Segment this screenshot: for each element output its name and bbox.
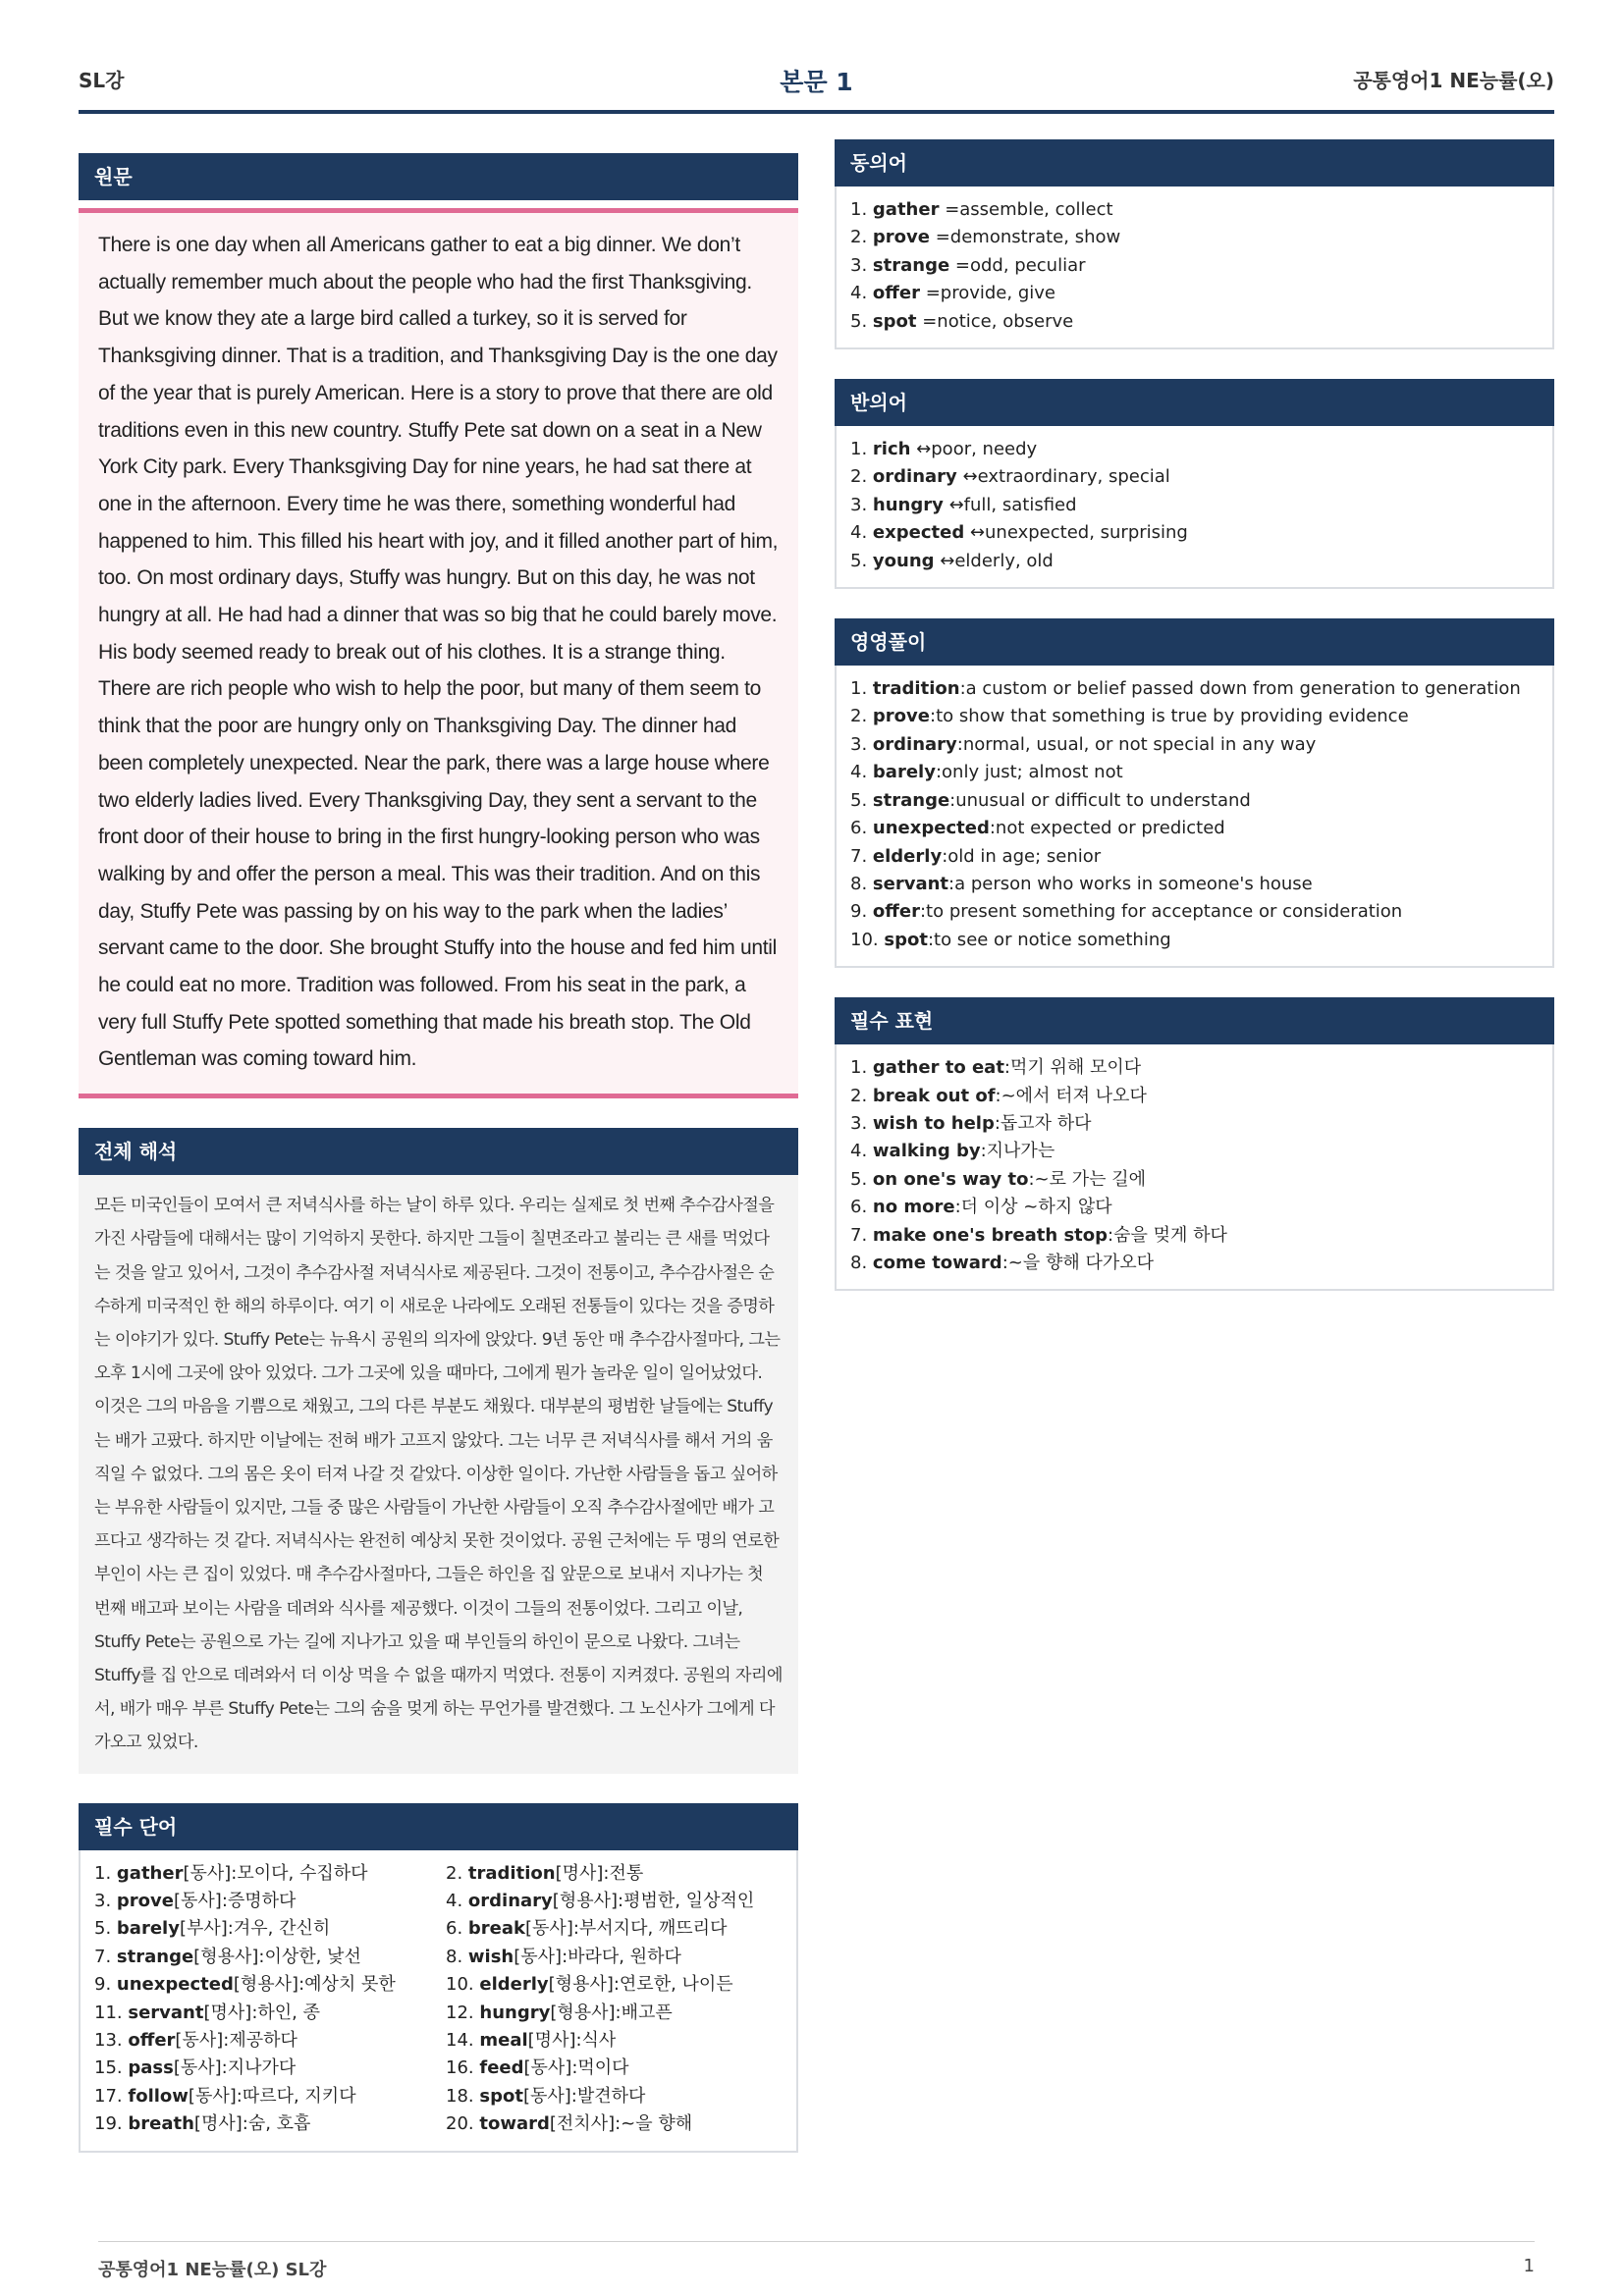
- synonym-item: [850, 196, 1539, 224]
- item-number: 11.: [94, 2002, 123, 2023]
- vocab-word: elderly: [479, 1974, 549, 1996]
- vocab-meaning: :겨우, 간신히: [227, 1918, 331, 1940]
- synonyms-list: [835, 187, 1554, 349]
- term: spot: [884, 929, 928, 950]
- antonym-item: [850, 519, 1539, 547]
- term: ordinary: [872, 466, 957, 488]
- footer-label: 공통영어1 NE능률(오) SL강: [98, 2260, 327, 2280]
- antonyms-section: [835, 379, 1554, 589]
- term-detail: :unusual or difficult to understand: [949, 789, 1251, 811]
- definitions-section: [835, 618, 1554, 968]
- vocab-pos: [동사]: [183, 1862, 232, 1884]
- term-detail: :to present something for acceptance or consideration: [919, 901, 1403, 923]
- vocab-pos: [동사]: [525, 1918, 573, 1940]
- expressions-section: [835, 997, 1554, 1291]
- vocab-pos: [전치사]: [549, 2113, 616, 2135]
- item-number: 1.: [850, 678, 868, 700]
- vocab-item: [94, 1944, 446, 1971]
- expression-item: [850, 1250, 1539, 1277]
- term-detail: :a custom or belief passed down from generation to generation: [959, 678, 1521, 700]
- definition-item: [850, 815, 1539, 842]
- definition-item: [850, 927, 1539, 954]
- term: servant: [872, 873, 949, 894]
- item-number: 8.: [850, 873, 868, 894]
- vocab-item: [94, 1860, 446, 1888]
- term: walking by: [872, 1141, 981, 1162]
- vocab-word: barely: [116, 1918, 180, 1940]
- term: rich: [872, 439, 911, 460]
- item-number: 1.: [850, 439, 868, 460]
- vocab-item: [94, 1971, 446, 1999]
- vocab-word: unexpected: [116, 1974, 234, 1996]
- term: unexpected: [872, 818, 990, 839]
- vocab-meaning: :발견하다: [570, 2085, 646, 2107]
- vocab-pos: [형용사]: [548, 1974, 614, 1996]
- term-detail: ↔elderly, old: [934, 550, 1054, 571]
- term: offer: [872, 901, 920, 923]
- term: expected: [872, 522, 965, 544]
- term: ordinary: [872, 733, 957, 755]
- expression-item: [850, 1110, 1539, 1138]
- vocab-list: [79, 1850, 798, 2153]
- vocab-item: [94, 2027, 446, 2055]
- term: spot: [872, 310, 917, 332]
- vocab-pos: [동사]: [174, 1891, 222, 1912]
- vocab-word: breath: [128, 2113, 194, 2135]
- vocab-word: spot: [479, 2085, 523, 2107]
- item-number: 14.: [446, 2030, 474, 2052]
- vocab-pos: [명사]: [527, 2030, 576, 2052]
- original-text: There is one day when all Americans gather to eat a big dinner. We don’t actually remember much about the people who had the first Thanksgiving. But we know they ate a large bird called a turkey, so it is served for Thanksgiving dinner. That is a tradition, and Thanksgiving Day is the one day of the year that is purely American. Here is a story to prove that there are old traditions even in this new country. Stuffy Pete sat down on a seat in a New York City park. Every Thanksgiving Day for nine years, he had sat there at one in the afternoon. Every time he was there, something wonderful had happened to him. This filled his heart with joy, and it filled another part of him, too. On most ordinary days, Stuffy was hungry. But on this day, he was not hungry at all. He had had a dinner that was so big that he could barely move. His body seemed ready to break out of his clothes. It is a strange thing. There are rich people who wish to help the poor, but many of them seem to think that the poor are hungry only on Thanksgiving Day. The dinner had been completely unexpected. Near the park, there was a large house where two elderly ladies lived. Every Thanksgiving Day, they sent a servant to the front door of their house to bring in the first hungry-looking person who was walking by and offer the person a meal. This was their tradition. And on this day, Stuffy Pete was passing by on his way to the park when the ladies’ servant came to the door. She brought Stuffy into the house and fed him until he could eat no more. Tradition was followed. From his seat in the park, a very full Stuffy Pete spotted something that made his breath stop. The Old Gentleman was coming toward him.: [98, 234, 779, 1071]
- term-detail: :a person who works in someone's house: [948, 873, 1313, 894]
- item-number: 2.: [850, 706, 868, 727]
- page-footer: [98, 2241, 1535, 2280]
- term: hungry: [872, 494, 944, 515]
- item-number: 4.: [850, 762, 868, 783]
- vocab-pos: [형용사]: [193, 1946, 259, 1967]
- synonym-item: [850, 308, 1539, 336]
- term-detail: :숨을 멎게 하다: [1108, 1224, 1227, 1246]
- term-detail: ↔full, satisfied: [943, 494, 1077, 515]
- item-number: 4.: [446, 1891, 463, 1912]
- item-number: 5.: [94, 1918, 112, 1940]
- term: offer: [872, 283, 920, 304]
- definition-item: [850, 731, 1539, 759]
- item-number: 5.: [850, 789, 868, 811]
- translation-title: 전체 해석: [79, 1128, 798, 1175]
- vocab-section: [79, 1803, 798, 2153]
- vocab-pos: [동사]: [514, 1946, 563, 1967]
- item-number: 5.: [850, 550, 868, 571]
- vocab-word: strange: [116, 1946, 194, 1967]
- vocab-word: tradition: [467, 1862, 556, 1884]
- definition-item: [850, 675, 1539, 703]
- vocab-word: servant: [128, 2002, 204, 2023]
- vocab-item: [94, 2000, 446, 2027]
- expression-item: [850, 1166, 1539, 1194]
- term: elderly: [872, 845, 943, 867]
- vocab-item: [94, 2055, 446, 2082]
- expression-item: [850, 1194, 1539, 1221]
- vocab-pos: [형용사]: [550, 2002, 616, 2023]
- term-detail: :~로 가는 길에: [1028, 1168, 1146, 1190]
- vocab-word: pass: [128, 2057, 174, 2079]
- item-number: 1.: [850, 1057, 868, 1079]
- expression-item: [850, 1138, 1539, 1165]
- vocab-pos: [형용사]: [233, 1974, 299, 1996]
- original-text-box: [79, 208, 798, 1098]
- vocab-pos: [동사]: [523, 2057, 572, 2079]
- item-number: 7.: [850, 845, 868, 867]
- term: wish to help: [872, 1112, 995, 1134]
- header-class-label: SL강: [79, 69, 125, 92]
- item-number: 3.: [850, 1112, 868, 1134]
- item-number: 16.: [446, 2057, 474, 2079]
- synonyms-section: [835, 139, 1554, 349]
- item-number: 4.: [850, 283, 868, 304]
- item-number: 20.: [446, 2113, 474, 2135]
- term: prove: [872, 227, 930, 248]
- vocab-item: [446, 1860, 780, 1888]
- term: gather to eat: [872, 1057, 1004, 1079]
- vocab-item: [446, 2055, 780, 2082]
- page-title: 본문 1: [780, 68, 853, 96]
- vocab-meaning: :식사: [575, 2030, 617, 2052]
- definition-item: [850, 787, 1539, 815]
- vocab-meaning: :평범한, 일상적인: [618, 1891, 755, 1912]
- antonym-item: [850, 436, 1539, 463]
- term: break out of: [872, 1085, 996, 1106]
- item-number: 2.: [850, 1085, 868, 1106]
- definition-item: [850, 898, 1539, 926]
- term: tradition: [872, 678, 960, 700]
- vocab-item: [94, 2083, 446, 2110]
- vocab-pos: [형용사]: [552, 1891, 619, 1912]
- term-detail: ↔extraordinary, special: [956, 466, 1170, 488]
- term-detail: =demonstrate, show: [930, 227, 1121, 248]
- page-number: 1: [1523, 2256, 1535, 2276]
- item-number: 1.: [850, 199, 868, 220]
- vocab-meaning: :전통: [603, 1862, 644, 1884]
- header-textbook-label: 공통영어1 NE능률(오): [1353, 69, 1554, 92]
- term-detail: ↔poor, needy: [910, 439, 1038, 460]
- left-column: [79, 153, 798, 2153]
- original-title: 원문: [79, 153, 798, 200]
- vocab-meaning: :연로한, 나이든: [613, 1974, 733, 1996]
- term-detail: :not expected or predicted: [989, 818, 1225, 839]
- vocab-item: [446, 1888, 780, 1915]
- vocab-title: 필수 단어: [79, 1803, 798, 1850]
- antonym-item: [850, 548, 1539, 575]
- vocab-item: [94, 1915, 446, 1943]
- item-number: 2.: [850, 227, 868, 248]
- definition-item: [850, 871, 1539, 898]
- translation-text: 모든 미국인들이 모여서 큰 저녁식사를 하는 날이 하루 있다. 우리는 실제로 첫 번째 추수감사절을 가진 사람들에 대해서는 많이 기억하지 못한다. 하지만 그들이 칠면조라고 불리는 큰 새를 먹었다는 것을 알고 있어서, 그것이 추수감사절 저녁식사로 제공된다. 그것이 전통이고, 추수감사절은 순수하게 미국적인 한 해의 하루이다. 여기 이 새로운 나라에도 오래된 전통들이 있다는 것을 증명하는 이야기가 있다. Stuffy Pete는 뉴욕시 공원의 의자에 앉았다. 9년 동안 매 추수감사절마다, 그는 오후 1시에 그곳에 앉아 있었다. 그가 그곳에 있을 때마다, 그에게 뭔가 놀라운 일이 일어났었다. 이것은 그의 마음을 기쁨으로 채웠고, 그의 다른 부분도 채웠다. 대부분의 평범한 날들에는 Stuffy는 배가 고팠다. 하지만 이날에는 전혀 배가 고프지 않았다. 그는 너무 큰 저녁식사를 해서 거의 움직일 수 없었다. 그의 몸은 옷이 터져 나갈 것 같았다. 이상한 일이다. 가난한 사람들을 돕고 싶어하는 부유한 사람들이 있지만, 그들 중 많은 사람들이 가난한 사람들이 오직 추수감사절에만 배가 고프다고 생각하는 것 같다. 저녁식사는 완전히 예상치 못한 것이었다. 공원 근처에는 두 명의 연로한 부인이 사는 큰 집이 있었다. 매 추수감사절마다, 그들은 하인을 집 앞문으로 보내서 지나가는 첫 번째 배고파 보이는 사람을 데려와 식사를 제공했다. 이것이 그들의 전통이었다. 그리고 이날, Stuffy Pete는 공원으로 가는 길에 지나가고 있을 때 부인들의 하인이 문으로 나왔다. 그녀는 Stuffy를 집 안으로 데려와서 더 이상 먹을 수 없을 때까지 먹였다. 전통이 지켜졌다. 공원의 자리에서, 배가 매우 부른 Stuffy Pete는 그의 숨을 멎게 하는 무언가를 발견했다. 그 노신사가 그에게 다가오고 있었다.: [94, 1196, 783, 1753]
- vocab-pos: [동사]: [522, 2085, 571, 2107]
- vocab-item: [94, 2110, 446, 2138]
- original-section: [79, 153, 798, 1098]
- definition-item: [850, 759, 1539, 786]
- vocab-meaning: :따르다, 지키다: [236, 2085, 356, 2107]
- item-number: 18.: [446, 2085, 474, 2107]
- item-number: 6.: [850, 1197, 868, 1218]
- vocab-word: hungry: [479, 2002, 551, 2023]
- item-number: 9.: [850, 901, 868, 923]
- item-number: 3.: [850, 494, 868, 515]
- vocab-pos: [동사]: [173, 2057, 222, 2079]
- vocab-word: offer: [128, 2030, 176, 2052]
- vocab-meaning: :하인, 종: [251, 2002, 320, 2023]
- item-number: 17.: [94, 2085, 123, 2107]
- definition-item: [850, 843, 1539, 871]
- term-detail: =provide, give: [919, 283, 1055, 304]
- item-number: 1.: [94, 1862, 112, 1884]
- term-detail: ↔unexpected, surprising: [964, 522, 1188, 544]
- antonym-item: [850, 463, 1539, 491]
- term-detail: =odd, peculiar: [949, 254, 1086, 276]
- vocab-item: [94, 1888, 446, 1915]
- definitions-list: [835, 666, 1554, 968]
- item-number: 3.: [94, 1891, 112, 1912]
- item-number: 15.: [94, 2057, 123, 2079]
- vocab-word: ordinary: [467, 1891, 553, 1912]
- vocab-word: prove: [116, 1891, 174, 1912]
- item-number: 7.: [850, 1224, 868, 1246]
- item-number: 13.: [94, 2030, 123, 2052]
- vocab-item: [446, 1944, 780, 1971]
- expression-item: [850, 1054, 1539, 1082]
- antonyms-list: [835, 426, 1554, 589]
- term-detail: :먹기 위해 모이다: [1003, 1057, 1142, 1079]
- vocab-meaning: :먹이다: [571, 2057, 629, 2079]
- vocab-meaning: :바라다, 원하다: [562, 1946, 681, 1967]
- translation-section: [79, 1128, 798, 1773]
- vocab-item: [446, 1915, 780, 1943]
- term-detail: :normal, usual, or not special in any way: [956, 733, 1317, 755]
- vocab-meaning: :~을 향해: [615, 2113, 693, 2135]
- term-detail: :old in age; senior: [942, 845, 1102, 867]
- vocab-meaning: :증명하다: [221, 1891, 297, 1912]
- vocab-meaning: :숨, 호흡: [242, 2113, 311, 2135]
- vocab-pos: [명사]: [193, 2113, 243, 2135]
- item-number: 2.: [446, 1862, 463, 1884]
- term-detail: :to show that something is true by providing evidence: [930, 706, 1409, 727]
- synonym-item: [850, 224, 1539, 251]
- vocab-word: break: [467, 1918, 526, 1940]
- item-number: 3.: [850, 733, 868, 755]
- vocab-word: wish: [467, 1946, 514, 1967]
- vocab-item: [446, 1971, 780, 1999]
- item-number: 8.: [850, 1252, 868, 1273]
- antonym-item: [850, 492, 1539, 519]
- vocab-meaning: :지나가다: [221, 2057, 297, 2079]
- vocab-pos: [동사]: [175, 2030, 224, 2052]
- term: gather: [872, 199, 940, 220]
- term-detail: :돕고자 하다: [994, 1112, 1092, 1134]
- vocab-item: [446, 2083, 780, 2110]
- item-number: 12.: [446, 2002, 474, 2023]
- term: on one's way to: [872, 1168, 1029, 1190]
- item-number: 5.: [850, 1168, 868, 1190]
- item-number: 10.: [446, 1974, 474, 1996]
- term-detail: =notice, observe: [916, 310, 1074, 332]
- term-detail: :~에서 터져 나오다: [995, 1085, 1147, 1106]
- term: young: [872, 550, 935, 571]
- term: strange: [872, 789, 950, 811]
- expressions-list: [835, 1044, 1554, 1291]
- vocab-meaning: :모이다, 수집하다: [231, 1862, 368, 1884]
- term-detail: :only just; almost not: [935, 762, 1123, 783]
- vocab-word: toward: [479, 2113, 550, 2135]
- vocab-meaning: :제공하다: [223, 2030, 298, 2052]
- vocab-pos: [부사]: [179, 1918, 228, 1940]
- item-number: 8.: [446, 1946, 463, 1967]
- item-number: 4.: [850, 522, 868, 544]
- term-detail: :to see or notice something: [927, 929, 1171, 950]
- item-number: 2.: [850, 466, 868, 488]
- definitions-title: 영영풀이: [835, 618, 1554, 666]
- page-header: [79, 61, 1554, 114]
- term-detail: :지나가는: [980, 1141, 1055, 1162]
- antonyms-title: 반의어: [835, 379, 1554, 426]
- vocab-word: follow: [128, 2085, 189, 2107]
- synonym-item: [850, 252, 1539, 280]
- item-number: 19.: [94, 2113, 123, 2135]
- item-number: 6.: [446, 1918, 463, 1940]
- vocab-pos: [명사]: [203, 2002, 252, 2023]
- right-column: [835, 139, 1554, 1320]
- vocab-meaning: :배고픈: [615, 2002, 673, 2023]
- expressions-title: 필수 표현: [835, 997, 1554, 1044]
- term: prove: [872, 706, 930, 727]
- term: strange: [872, 254, 950, 276]
- definition-item: [850, 703, 1539, 730]
- vocab-item: [446, 2027, 780, 2055]
- vocab-meaning: :예상치 못한: [298, 1974, 396, 1996]
- expression-item: [850, 1222, 1539, 1250]
- vocab-item: [446, 2110, 780, 2138]
- term-detail: :~을 향해 다가오다: [1001, 1252, 1155, 1273]
- vocab-pos: [동사]: [188, 2085, 237, 2107]
- vocab-word: gather: [116, 1862, 184, 1884]
- synonym-item: [850, 280, 1539, 307]
- item-number: 9.: [94, 1974, 112, 1996]
- item-number: 10.: [850, 929, 879, 950]
- term: come toward: [872, 1252, 1002, 1273]
- item-number: 4.: [850, 1141, 868, 1162]
- item-number: 7.: [94, 1946, 112, 1967]
- synonyms-title: 동의어: [835, 139, 1554, 187]
- term: make one's breath stop: [872, 1224, 1109, 1246]
- vocab-pos: [명사]: [555, 1862, 604, 1884]
- vocab-word: feed: [479, 2057, 524, 2079]
- term: barely: [872, 762, 936, 783]
- term-detail: =assemble, collect: [939, 199, 1113, 220]
- item-number: 5.: [850, 310, 868, 332]
- term-detail: :더 이상 ~하지 않다: [954, 1197, 1112, 1218]
- term: no more: [872, 1197, 955, 1218]
- vocab-meaning: :부서지다, 깨뜨리다: [572, 1918, 728, 1940]
- item-number: 6.: [850, 818, 868, 839]
- translation-box: [79, 1175, 798, 1773]
- item-number: 3.: [850, 254, 868, 276]
- vocab-item: [446, 2000, 780, 2027]
- vocab-meaning: :이상한, 낯선: [258, 1946, 361, 1967]
- vocab-word: meal: [479, 2030, 528, 2052]
- expression-item: [850, 1083, 1539, 1110]
